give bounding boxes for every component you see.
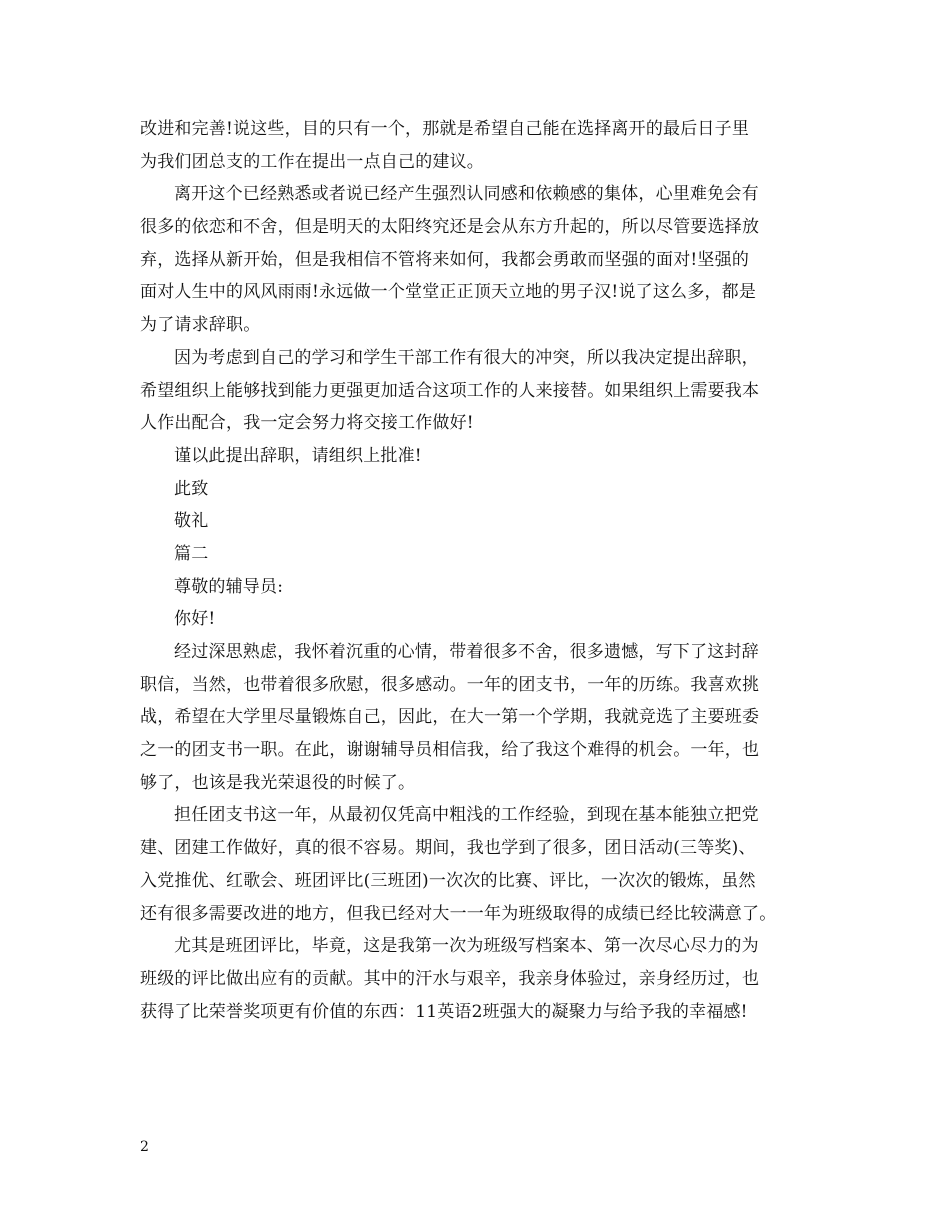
- text-line: 经过深思熟虑，我怀着沉重的心情，带着很多不舍，很多遗憾，写下了这封辞: [174, 642, 759, 662]
- text-line: 篇二: [174, 543, 209, 564]
- text-line: 为了请求辞职。: [140, 315, 261, 336]
- text-line: 因为考虑到自己的学习和学生干部工作有很大的冲突，所以我决定提出辞职，: [174, 347, 759, 368]
- text-line: 你好!: [174, 609, 216, 630]
- text-line: 尤其是班团评比，毕竟，这是我第一次为班级写档案本、第一次尽心尽力的为: [174, 936, 759, 957]
- text-line: 很多的依恋和不舍，但是明天的太阳终究还是会从东方升起的，所以尽管要选择放: [140, 217, 760, 238]
- text-line: 谨以此提出辞职，请组织上批准!: [174, 445, 422, 466]
- text-line: 获得了比荣誉奖项更有价值的东西：11英语2班强大的凝聚力与给予我的幸福感!: [140, 1001, 748, 1022]
- text-line: 职信，当然，也带着很多欣慰，很多感动。一年的团支书，一年的历练。我喜欢挑: [140, 674, 760, 695]
- text-line: 够了，也该是我光荣退役的时候了。: [140, 772, 416, 793]
- text-line: 之一的团支书一职。在此，谢谢辅导员相信我，给了我这个难得的机会。一年，也: [140, 740, 760, 761]
- page-number: 2: [140, 1139, 149, 1155]
- text-line: 弃，选择从新开始，但是我相信不管将来如何，我都会勇敢而坚强的面对!坚强的: [140, 249, 750, 270]
- text-line: 此致: [174, 478, 209, 499]
- text-line: 建、团建工作做好，真的很不容易。期间，我也学到了很多，团日活动(三等奖)、: [140, 838, 756, 859]
- text-line: 人作出配合，我一定会努力将交接工作做好!: [140, 413, 474, 434]
- text-line: 还有很多需要改进的地方，但我已经对大一一年为班级取得的成绩已经比较满意了。: [140, 903, 777, 924]
- text-line: 改进和完善!说这些，目的只有一个，那就是希望自己能在选择离开的最后日子里: [140, 119, 750, 139]
- text-line: 面对人生中的风风雨雨!永远做一个堂堂正正顶天立地的男子汉!说了这么多，都是: [140, 282, 757, 303]
- body-text: [140, 113, 816, 1028]
- text-line: 为我们团总支的工作在提出一点自己的建议。: [140, 151, 484, 172]
- text-line: 离开这个已经熟悉或者说已经产生强烈认同感和依赖感的集体，心里难免会有: [174, 184, 759, 205]
- text-line: 战，希望在大学里尽量锻炼自己，因此，在大一第一个学期，我就竞选了主要班委: [140, 707, 760, 728]
- text-line: 尊敬的辅导员:: [174, 576, 284, 597]
- text-line: 担任团支书这一年，从最初仅凭高中粗浅的工作经验，到现在基本能独立把党: [174, 805, 759, 826]
- text-line: 入党推优、红歌会、班团评比(三班团)一次次的比赛、评比，一次次的锻炼，虽然: [140, 870, 756, 891]
- text-line: 希望组织上能够找到能力更强更加适合这项工作的人来接替。如果组织上需要我本: [140, 380, 760, 401]
- text-line: 班级的评比做出应有的贡献。其中的汗水与艰辛，我亲身体验过，亲身经历过，也: [140, 968, 760, 989]
- text-line: 敬礼: [174, 511, 209, 532]
